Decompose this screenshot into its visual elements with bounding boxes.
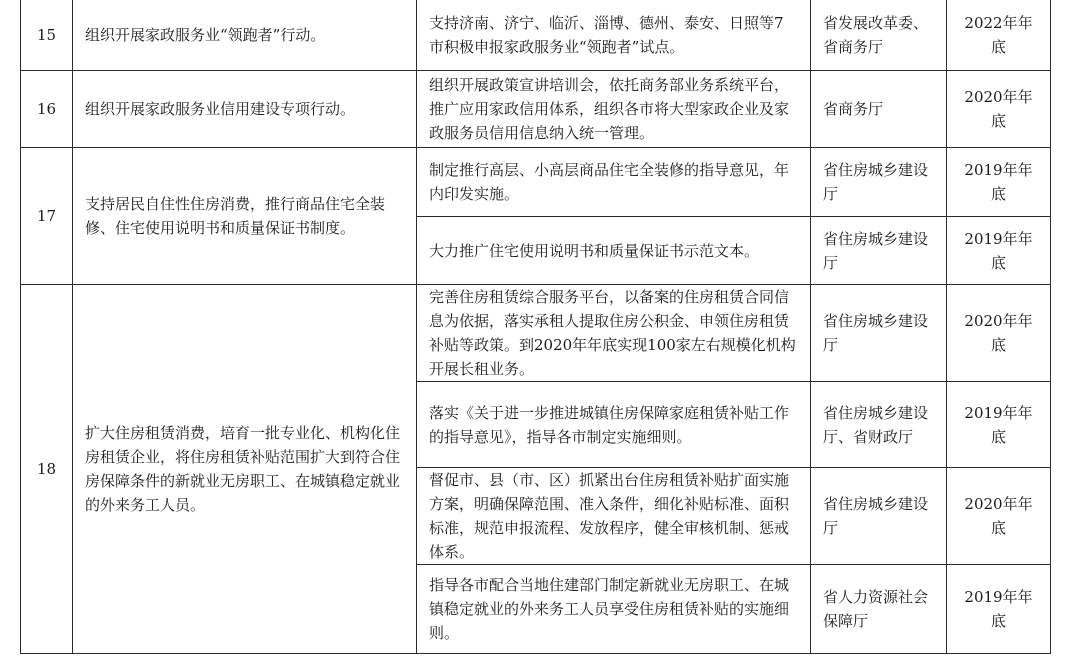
row-number: 18 [21,285,73,654]
table-row [21,148,1051,217]
deadline: 2019年年底 [947,148,1051,217]
deadline: 2019年年底 [947,217,1051,285]
measure-text: 支持济南、济宁、临沂、淄博、德州、泰安、日照等7市积极申报家政服务业“领跑者”试点。 [417,0,811,71]
measure-text: 大力推广住宅使用说明书和质量保证书示范文本。 [417,217,811,285]
deadline: 2020年年底 [947,285,1051,382]
task-text: 支持居民自住性住房消费，推行商品住宅全装修、住宅使用说明书和质量保证书制度。 [73,148,417,285]
responsible-dept: 省商务厅 [811,71,947,148]
measure-text: 督促市、县（市、区）抓紧出台住房租赁补贴扩面实施方案，明确保障范围、准入条件，细化补贴标准、面积标准，规范申报流程、发放程序，健全审核机制、惩戒体系。 [417,468,811,565]
policy-table [20,0,1051,654]
responsible-dept: 省住房城乡建设厅 [811,468,947,565]
task-text: 组织开展家政服务业信用建设专项行动。 [73,71,417,148]
deadline: 2020年年底 [947,468,1051,565]
responsible-dept: 省发展改革委、省商务厅 [811,0,947,71]
row-number: 17 [21,148,73,285]
measure-text: 落实《关于进一步推进城镇住房保障家庭租赁补贴工作的指导意见》，指导各市制定实施细则。 [417,382,811,468]
measure-text: 制定推行高层、小高层商品住宅全装修的指导意见，年内印发实施。 [417,148,811,217]
responsible-dept: 省住房城乡建设厅 [811,148,947,217]
measure-text: 指导各市配合当地住建部门制定新就业无房职工、在城镇稳定就业的外来务工人员享受住房租赁补贴的实施细则。 [417,565,811,654]
row-number: 16 [21,71,73,148]
deadline: 2022年年底 [947,0,1051,71]
responsible-dept: 省住房城乡建设厅、省财政厅 [811,382,947,468]
measure-text: 组织开展政策宣讲培训会，依托商务部业务系统平台，推广应用家政信用体系，组织各市将大型家政企业及家政服务员信用信息纳入统一管理。 [417,71,811,148]
measure-text: 完善住房租赁综合服务平台，以备案的住房租赁合同信息为依据，落实承租人提取住房公积金、申领住房租赁补贴等政策。到2020年年底实现100家左右规模化机构开展长租业务。 [417,285,811,382]
responsible-dept: 省住房城乡建设厅 [811,285,947,382]
task-text: 扩大住房租赁消费，培育一批专业化、机构化住房租赁企业，将住房租赁补贴范围扩大到符合住房保障条件的新就业无房职工、在城镇稳定就业的外来务工人员。 [73,285,417,654]
deadline: 2019年年底 [947,565,1051,654]
table-row [21,0,1051,71]
table-row [21,71,1051,148]
responsible-dept: 省住房城乡建设厅 [811,217,947,285]
deadline: 2020年年底 [947,71,1051,148]
deadline: 2019年年底 [947,382,1051,468]
table-row [21,285,1051,382]
responsible-dept: 省人力资源社会保障厅 [811,565,947,654]
row-number: 15 [21,0,73,71]
task-text: 组织开展家政服务业“领跑者”行动。 [73,0,417,71]
